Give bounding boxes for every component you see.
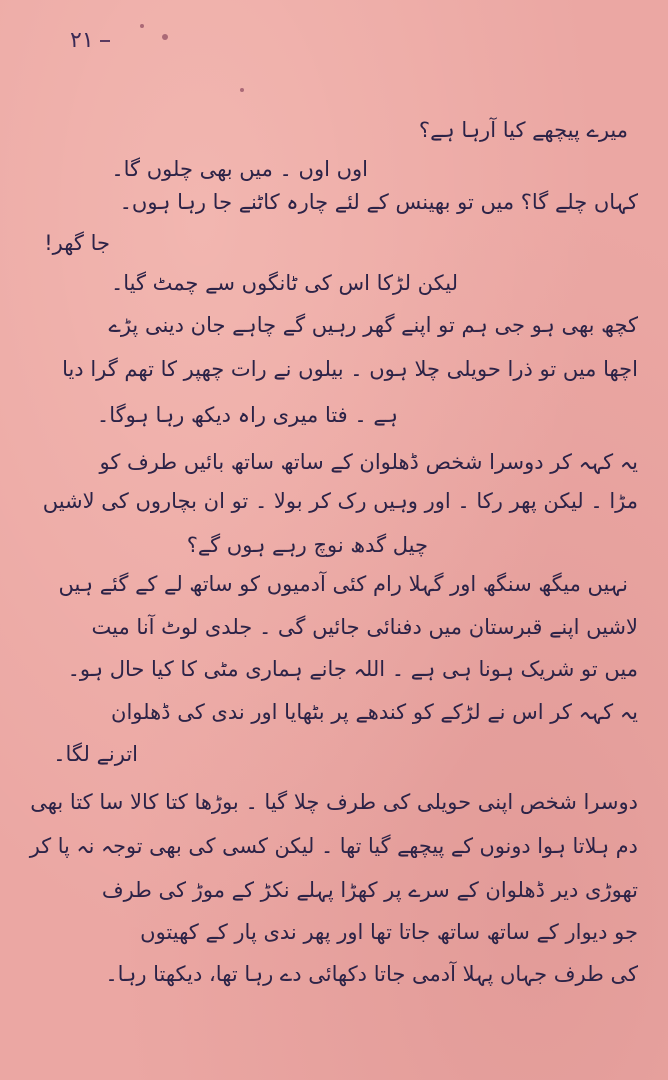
text-line: یہ کہہ کر دوسرا شخص ڈھلوان کے ساتھ ساتھ بائیں طرف کو xyxy=(99,450,638,474)
text-line: ہے ۔ فتا میری راہ دیکھ رہا ہوگا۔ xyxy=(96,403,398,427)
text-line: کچھ بھی ہو جی ہم تو اپنے گھر رہیں گے چاہے جان دینی پڑے xyxy=(108,313,638,337)
text-line: تھوڑی دیر ڈھلوان کے سرے پر کھڑا پہلے نکڑ کے موڑ کی طرف xyxy=(101,878,638,902)
text-line: جا گھر! xyxy=(44,231,110,255)
paper-speck xyxy=(240,88,244,92)
text-line: دم ہلاتا ہوا دونوں کے پیچھے گیا تھا ۔ لیکن کسی کی بھی توجہ نہ پا کر xyxy=(29,834,638,858)
text-line: چیل گدھ نوچ رہے ہوں گے؟ xyxy=(186,533,428,557)
paper-speck xyxy=(140,24,144,28)
text-line: اچھا میں تو ذرا حویلی چلا ہوں ۔ بیلوں نے رات چھپر کا تھم گرا دیا xyxy=(62,357,638,381)
page-number-dash xyxy=(100,40,110,42)
paper-speck xyxy=(162,34,168,40)
text-line: کی طرف جہاں پہلا آدمی جاتا دکھائی دے رہا تھا، دیکھتا رہا۔ xyxy=(105,962,638,986)
text-line: نہیں میگھ سنگھ اور گہلا رام کئی آدمیوں کو ساتھ لے کے گئے ہیں xyxy=(58,572,628,596)
text-line: لیکن لڑکا اس کی ٹانگوں سے چمٹ گیا۔ xyxy=(110,271,458,295)
text-line: یہ کہہ کر اس نے لڑکے کو کندھے پر بٹھایا اور ندی کی ڈھلوان xyxy=(111,700,638,724)
text-line: دوسرا شخص اپنی حویلی کی طرف چلا گیا ۔ بوڑھا کتا کالا سا کتا بھی xyxy=(30,790,638,814)
text-line: میں تو شریک ہونا ہی ہے ۔ اللہ جانے ہماری مٹی کا کیا حال ہو۔ xyxy=(67,657,638,681)
text-line: جو دیوار کے ساتھ ساتھ جاتا تھا اور پھر ندی پار کے کھیتوں xyxy=(140,920,638,944)
text-line: کہاں چلے گا؟ میں تو بھینس کے لئے چارہ کاٹنے جا رہا ہوں۔ xyxy=(119,190,638,214)
page-number: ۲۱ xyxy=(70,28,94,53)
text-line: لاشیں اپنے قبرستان میں دفنائی جائیں گی ۔ جلدی لوٹ آنا میت xyxy=(91,615,638,639)
text-line: اترنے لگا۔ xyxy=(53,742,138,766)
text-line: اوں اوں ۔ میں بھی چلوں گا۔ xyxy=(111,157,368,181)
text-line: میرے پیچھے کیا آرہا ہے؟ xyxy=(418,118,628,142)
text-line: مڑا ۔ لیکن پھر رکا ۔ اور وہیں رک کر بولا ۔ تو ان بچاروں کی لاشیں xyxy=(42,489,638,513)
